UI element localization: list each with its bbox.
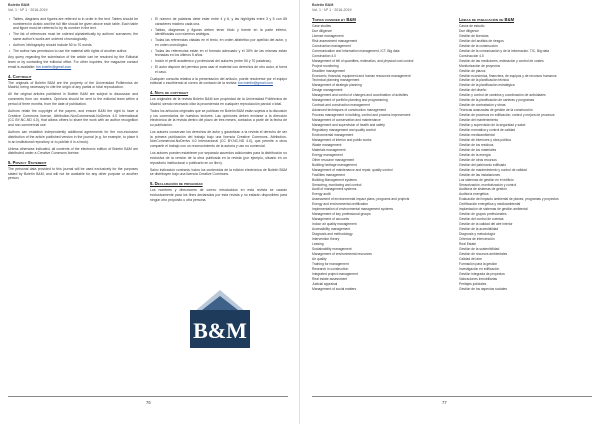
- list-item: Materials management: [312, 147, 346, 152]
- page-number: 77: [442, 400, 447, 405]
- paragraph: Salvo indicación contraria, todos los contenidos de la edición electrónica de Boletín B&M se distribuyen bajo una licencia Creative Commons.: [150, 167, 287, 177]
- list-item: Gestión integrada de proyectos: [459, 271, 505, 276]
- list-item: Project monitoring: [312, 63, 339, 68]
- list-item: Air quality: [312, 256, 327, 261]
- list-item: Gestión del diseño: [459, 88, 487, 93]
- list-item: • Todas las referencias citadas en el texto, en orden alfabético por apellido del autor, y en orden cronológico.: [155, 38, 287, 47]
- list-item: Peritajes judiciales: [459, 281, 487, 286]
- spanish-column: [150, 17, 287, 205]
- list-item: Management and supervision of health and safety: [312, 123, 385, 128]
- list-item: Gestión de la calidad del aire interior: [459, 222, 513, 227]
- list-item: Gestión medioambiental: [459, 132, 495, 137]
- list-item: Gestión de grupos profesionales: [459, 212, 507, 217]
- list-item: Gestión económica, financiera, de equipos y de recursos humanos: [459, 73, 557, 78]
- list-item: Gestión de los residuos: [459, 142, 494, 147]
- issue-info: Vol. 1 · Nº 1 · 2016-2019: [312, 7, 352, 12]
- list-item: Environmental management: [312, 132, 354, 137]
- list-item: Facilities management: [312, 172, 345, 177]
- list-item: Gestión de las mediciones, estimación y control de costes: [459, 58, 544, 63]
- english-column: [8, 17, 138, 184]
- topics-list-en: [312, 24, 442, 291]
- list-item: Regulatory management and quality control: [312, 128, 376, 133]
- list-item: Sustainability management: [312, 246, 352, 251]
- list-item: Gestión de procesos en edificación, control y mejora de procesos: [459, 113, 555, 118]
- list-item: Diagnosis y metodología: [459, 232, 496, 237]
- list-item: Gestión de otros recursos: [459, 157, 497, 162]
- list-item: Design management: [312, 88, 343, 93]
- list-item: Training for management: [312, 261, 349, 266]
- list-item: Gestión de la planificación técnica: [459, 78, 509, 83]
- list-item: Formación para la gestión: [459, 261, 498, 266]
- paragraph: Los originales de la revista Boletín B&M son propiedad de la Universidad Politécnica de Madrid, siendo necesario citar la procedencia en cualquier reproducción parcial o total.: [150, 97, 287, 106]
- list-item: Research in construction: [312, 266, 349, 271]
- list-item: Integrated project management: [312, 271, 358, 276]
- list-item: Auditoría de sistemas de gestión: [459, 187, 507, 192]
- list-item: Gestión de la sostenibilidad: [459, 246, 500, 251]
- list-item: Building heritage management: [312, 162, 357, 167]
- list-item: Gestión y supervisión de la seguridad y salud: [459, 123, 526, 128]
- paragraph: All the original articles published in Boletín B&M are subject to discussion and comments from our readers. Opinions should be sent to the editorial team within a period of three months, from the date of publication.: [8, 92, 138, 106]
- list-item: Gestión de licencias: [459, 33, 489, 38]
- bm-logo: [180, 282, 260, 352]
- list-item: Case studies: [312, 24, 332, 28]
- list-item: Gestión del mantenimiento: [459, 118, 499, 123]
- list-item: Energy management: [312, 152, 343, 157]
- page-number: 76: [146, 400, 151, 405]
- contact-email-link[interactable]: bm.boletin@gmail.com: [36, 64, 72, 69]
- list-item: Energy and environmental certification: [312, 202, 369, 207]
- list-item: Leasing: [312, 241, 324, 246]
- list-item: Building Management systems: [312, 177, 357, 182]
- checklist-es: [150, 17, 287, 75]
- paragraph: Los nombres y direcciones de correo introducidos en esta revista se usarán exclusivamente para los fines declarados por esta revista y no estarán disponibles para ningún otro propósito u otra persona.: [150, 188, 287, 202]
- list-item: Management of interior and public works: [312, 137, 372, 142]
- list-item: Gestión de la accesibilidad: [459, 227, 499, 232]
- list-item: Gestión de plazos: [459, 68, 486, 73]
- list-item: Gestión de recursos ambientales: [459, 251, 508, 256]
- list-item: Real estate assessment: [312, 276, 348, 281]
- footer-rule: [8, 396, 288, 397]
- list-item: Gestión de la construcción: [459, 43, 498, 48]
- list-item: Evaluación del impacto ambiental de planes, programas y proyectos: [459, 197, 559, 202]
- topics-column-en: [312, 17, 442, 291]
- list-item: Valoraciones inmobiliarias: [459, 276, 498, 281]
- list-item: Accessibility management: [312, 227, 351, 232]
- list-item: Criterios de intervención: [459, 236, 495, 241]
- list-item: Diagnosis and methodology: [312, 232, 353, 237]
- list-item: Risk assessment management: [312, 38, 358, 43]
- list-item: Technical planning management: [312, 78, 360, 83]
- list-item: • Tablas, diagramas y figuras deben tener título y fuente en la parte inferior, identificadas con números arábigos.: [155, 28, 287, 37]
- list-item: Gestión de la planificación estratégica: [459, 83, 515, 88]
- list-item: Construction 4.0: [312, 53, 337, 58]
- list-item: Técnicas avanzadas de gestión de la construcción: [459, 108, 533, 113]
- list-item: Judicial appraisal: [312, 281, 338, 286]
- list-item: Real Estate: [459, 241, 477, 246]
- list-item: Due diligence: [312, 28, 332, 33]
- list-item: Management of strategic planning: [312, 83, 362, 88]
- checklist-en: [8, 17, 138, 53]
- logo-text: B&M: [193, 318, 247, 343]
- section-heading-copyright-es: 4. Nota de copyright: [150, 90, 189, 96]
- list-item: Gestión y control de cambios y coordinación de actividades: [459, 93, 546, 98]
- right-page: [300, 0, 600, 424]
- paragraph: The personal data provided to this journal will be used exclusively for the purposes stated by Boletín B&M, and will not be available for any other purpose or another person.: [8, 167, 138, 181]
- paragraph: Los autores conservan los derechos de autor y garantizan a la revista el derecho de ser la primera publicación del trabajo bajo una licencia Creative Commons, Attribution-NonCommercial-NoDerivs 4.0 Internacional (CC BY-NC-ND 4.0), que permite a otros compartir el trabajo con un reconocimiento de la autoría y uso no comercial.: [150, 130, 287, 149]
- list-item: Gestión de los aspectos sociales: [459, 286, 508, 291]
- list-item: Certificación energética y medioambiental: [459, 202, 521, 207]
- list-item: License management: [312, 33, 344, 38]
- list-item: Communication and information management, ICT, Big data: [312, 48, 400, 53]
- topics-title-en: Topics covered by B&M: [312, 17, 356, 22]
- footer-rule: [312, 396, 592, 397]
- list-item: Auditoría energética: [459, 192, 489, 197]
- list-item: Other resource management: [312, 157, 355, 162]
- list-item: Implantación de sistemas de gestión ambiental: [459, 207, 528, 212]
- list-item: • The list of references must be ordered alphabetically by authors' surnames; the same author's works are ordered chronologically.: [13, 32, 138, 41]
- list-item: • Incluir el perfil académico y profesional del autor/es (entre 50 y 70 palabras).: [155, 59, 287, 64]
- list-item: Audit of management systems: [312, 187, 357, 192]
- list-item: Gestión de interiores y obra pública: [459, 137, 511, 142]
- list-item: Deadline management: [312, 68, 346, 73]
- running-header-left: [8, 3, 47, 12]
- list-item: Management of conservation and maintenance: [312, 118, 381, 123]
- list-item: Gestión de la planificación de carteras y programas: [459, 98, 535, 103]
- contact-email-link[interactable]: bm.boletin@gmail.com: [237, 81, 273, 86]
- paragraph: Authors can establish independently additional agreements for the non-exclusive distribution of the article published version in the journal (e.g. for example, to place it in an institutional repository or to publish it in a book).: [8, 130, 138, 144]
- paragraph: Los autores pueden establecer por separado acuerdos adicionales para la distribución no exclusiva de la versión de la obra publicada en la revista (por ejemplo, situarlo en un repositorio institucional o publicarlo en un libro).: [150, 151, 287, 165]
- list-item: • The author has permission to use the material with rights of another author.: [13, 49, 138, 54]
- list-item: Assessment of environmental impact plans, programs and projects: [312, 197, 410, 202]
- list-item: Due diligence: [459, 28, 479, 33]
- list-item: Monitorización de proyectos: [459, 63, 501, 68]
- list-item: Gestión de la comunicación y de la información. TIC, Big data: [459, 48, 550, 53]
- list-item: Gestión normativa y control de calidad: [459, 128, 516, 133]
- bm-logo-icon: [180, 282, 260, 352]
- paragraph: The originals of Boletín B&M are the property of the Universidad Politécnica de Madrid, being necessary to cite the origin of any partial or total reproduction.: [8, 80, 138, 90]
- paragraph: Unless otherwise indicated, all contents of the electronic edition of Boletín B&M are distributed under a Creative Commons license.: [8, 146, 138, 156]
- list-item: Intervention theory: [312, 236, 340, 241]
- list-item: Management of portfolio planning and programming: [312, 98, 388, 103]
- list-item: Management of environmental resources: [312, 251, 372, 256]
- topics-list-es: [459, 24, 591, 291]
- list-item: Indoor air quality management: [312, 222, 357, 227]
- list-item: Management and control of changes and coordination of activities: [312, 93, 409, 98]
- list-item: Calidad del aire: [459, 256, 482, 261]
- paragraph: Todos los artículos originales que se publican en Boletín B&M están sujetos a la discusión y los comentarios de nuestros lectores. Las opiniones deben enviarse a la dirección electrónica de la revista dentro del plazo de tres meses, contados a partir de la fecha de su publicación.: [150, 108, 288, 127]
- list-item: Gestión de contratación y obras: [459, 103, 506, 108]
- journal-title: Boletín B&M: [312, 3, 334, 7]
- list-item: • Authors' bibliography should include 50 to 70 words.: [13, 43, 138, 48]
- list-item: Advanced techniques of construction management: [312, 108, 387, 113]
- running-header-right: [312, 3, 351, 12]
- list-item: Implementation of environmental management systems: [312, 207, 393, 212]
- list-item: Energy audit: [312, 192, 331, 197]
- list-item: Investigación en edificación: [459, 266, 500, 271]
- paragraph: Authors retain the copyright of the papers, and ensure B&M the right to have a Creative Commons license, Attribution-NonCommercial-NoDerivs 4.0 International (CC BY-NC-ND 4.0), that allows others to share the work with an author recognition and non-commercial use.: [8, 108, 138, 127]
- list-item: Construcción 4.0: [459, 53, 484, 58]
- list-item: Sensoring, monitoring and control: [312, 182, 362, 187]
- journal-title: Boletín B&M: [8, 3, 30, 7]
- list-item: Gestión del patrimonio edificado: [459, 162, 507, 167]
- list-item: Gestión del control de cuentas: [459, 217, 504, 222]
- list-item: Casos de estudio: [459, 24, 485, 28]
- list-item: Waste management: [312, 142, 342, 147]
- list-item: • Tables, diagrams and figures are referred to in order in the text. Tables should be numbered in Arabic and the full title should be given above each table. Each table and figure must be referred to by its number in the text.: [13, 17, 138, 31]
- section-heading-privacy: 5. Privacy Statement: [8, 160, 47, 165]
- list-item: Los sistemas de gestión en el edificio: [459, 177, 514, 182]
- list-item: Gestión de los materiales: [459, 147, 497, 152]
- section-heading-copyright: 4. Copyright: [8, 73, 32, 79]
- list-item: Gestión de la energía: [459, 152, 491, 157]
- paragraph: Any query regarding the submission of the article can be resolved by the Editorial team or by contacting the editorial office. For other inquiries, the magazine contact email is available:: [8, 55, 138, 69]
- paragraph: Cualquier consulta relativa a la presentación del artículo, puede resolverse por el equipo editorial o escribiendo al correo de contacto de la revista:: [150, 76, 287, 86]
- topics-title-es: Líneas de publicación de B&M: [459, 17, 515, 22]
- list-item: Construction management: [312, 43, 351, 48]
- list-item: Gestión del análisis de riesgos: [459, 38, 504, 43]
- list-item: Process management in building, control and process improvement: [312, 113, 411, 118]
- issue-info: Vol. 1 · Nº 1 · 2016-2019: [8, 7, 48, 12]
- list-item: Economic, financial, equipment and human resources management: [312, 73, 411, 78]
- topics-column-es: [459, 17, 591, 291]
- list-item: Management of accounts: [312, 217, 350, 222]
- list-item: Contract and construction management: [312, 103, 370, 108]
- list-item: Management of maintenance and repair, quality control: [312, 167, 393, 172]
- list-item: • El número de palabras debe estar entre 4 y 6, y las highlights entre 3 y 5 con 85 caracteres máximo cada una.: [155, 17, 287, 26]
- list-item: Management of social matters: [312, 286, 357, 291]
- section-heading-privacy-es: 5. Declaración de privacidad: [150, 181, 203, 187]
- list-item: • El autor dispone del permiso para usar el material con derechos de otro autor, si fuera el caso.: [155, 65, 287, 74]
- list-item: Sensorización, monitorización y control: [459, 182, 517, 187]
- list-item: Gestión de las instalaciones: [459, 172, 501, 177]
- list-item: Management of bill of quantities, estimation, and physical cost control: [312, 58, 414, 63]
- list-item: Gestión de mantenimiento y control de calidad: [459, 167, 527, 172]
- list-item: Management of key professional groups: [312, 212, 371, 217]
- list-item: • Todas las referencias están en el formato adecuado y el 30% de las mismas están fechadas en los últimos 5 años.: [155, 49, 287, 58]
